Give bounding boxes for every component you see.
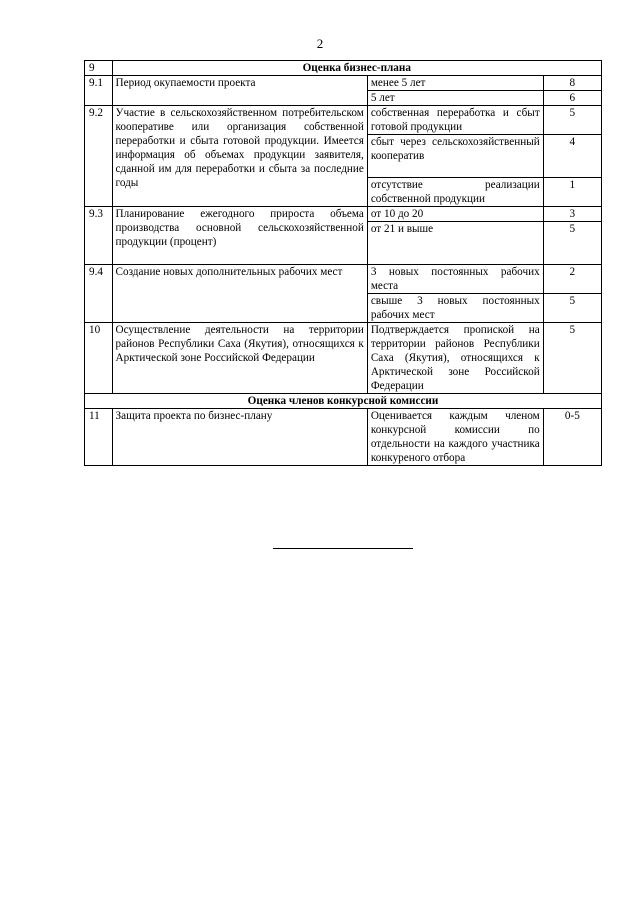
- page-number: 2: [316, 36, 324, 51]
- criteria-table: [84, 60, 602, 466]
- condition-text: свыше 3 новых постоянных рабочих мест: [367, 294, 543, 323]
- points-value: 3: [543, 207, 601, 222]
- table-row: [85, 207, 602, 222]
- points-value: 1: [543, 178, 601, 207]
- criterion-text: Осуществление деятельности на территории районов Республики Саха (Якутия), относящихся к Арктической зоне Российской Федерации: [112, 323, 367, 394]
- points-value: 5: [543, 294, 601, 323]
- section-title-commission: Оценка членов конкурсной комиссии: [85, 394, 602, 409]
- table-row: [85, 323, 602, 394]
- points-value: 8: [543, 76, 601, 91]
- row-number: 11: [85, 409, 113, 466]
- row-number: 9.3: [85, 207, 113, 265]
- criterion-text: Создание новых дополнительных рабочих мест: [112, 265, 367, 323]
- row-number: 9.1: [85, 76, 113, 106]
- points-value: 5: [543, 222, 601, 265]
- table-row: [85, 265, 602, 294]
- section-title-business-plan: Оценка бизнес-плана: [112, 61, 601, 76]
- condition-text: сбыт через сельскохозяйственный кооператив: [367, 135, 543, 178]
- criterion-text: Планирование ежегодного прироста объема производства основной сельскохозяйственной продукции (процент): [112, 207, 367, 265]
- section-row-commission: [85, 394, 602, 409]
- condition-text: отсутствие реализации собственной продукции: [367, 178, 543, 207]
- points-value: 5: [543, 106, 601, 135]
- points-value: 4: [543, 135, 601, 178]
- condition-text: от 21 и выше: [367, 222, 543, 265]
- points-value: 5: [543, 323, 601, 394]
- condition-text: от 10 до 20: [367, 207, 543, 222]
- points-value: 6: [543, 91, 601, 106]
- criterion-text: Участие в сельскохозяйственном потребительском кооперативе или организация собственной переработки и сбыта готовой продукции. Имеется информация об объемах продукции заявителя, сданной им для переработки и сбыта за последние годы: [112, 106, 367, 207]
- row-number: 9.2: [85, 106, 113, 207]
- row-number: 10: [85, 323, 113, 394]
- section-number: 9: [85, 61, 113, 76]
- condition-text: Подтверждается пропиской на территории районов Республики Саха (Якутия), относящихся к Арктической зоне Российской Федерации: [367, 323, 543, 394]
- table-row: [85, 409, 602, 466]
- table-row: [85, 76, 602, 91]
- condition-text: 5 лет: [367, 91, 543, 106]
- criterion-text: Защита проекта по бизнес-плану: [112, 409, 367, 466]
- condition-text: собственная переработка и сбыт готовой продукции: [367, 106, 543, 135]
- condition-text: Оценивается каждым членом конкурсной комиссии по отдельности на каждого участника конкуреного отбора: [367, 409, 543, 466]
- section-row-business-plan: [85, 61, 602, 76]
- criterion-text: Период окупаемости проекта: [112, 76, 367, 106]
- table-row: [85, 106, 602, 135]
- points-value: 2: [543, 265, 601, 294]
- row-number: 9.4: [85, 265, 113, 323]
- points-value: 0-5: [543, 409, 601, 466]
- condition-text: менее 5 лет: [367, 76, 543, 91]
- closing-divider: [273, 548, 413, 549]
- condition-text: 3 новых постоянных рабочих места: [367, 265, 543, 294]
